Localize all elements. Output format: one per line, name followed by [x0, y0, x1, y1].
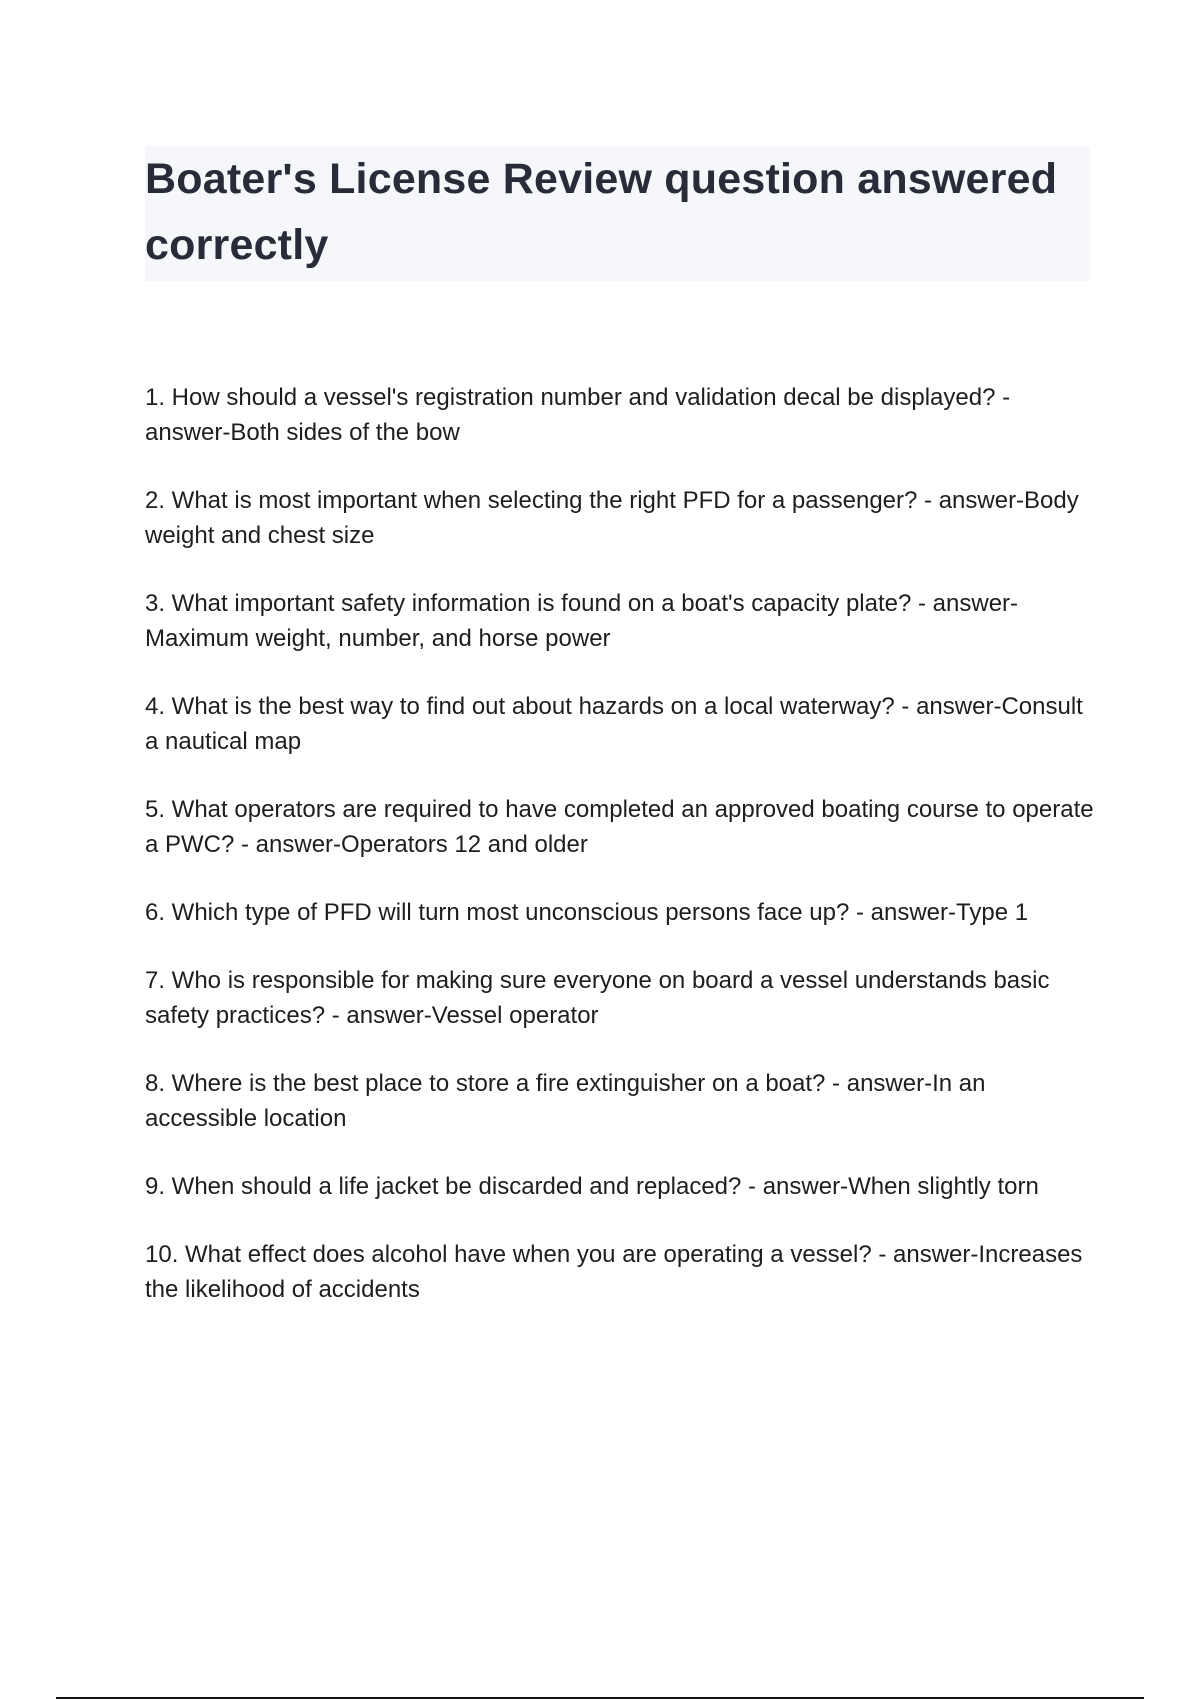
qa-item-8: 8. Where is the best place to store a fire extinguisher on a boat? - answer-In an accessible location: [145, 1070, 986, 1132]
qa-item-5: 5. What operators are required to have completed an approved boating course to operate a PWC? - answer-Operators 12 and older: [145, 796, 1094, 858]
qa-item-3: 3. What important safety information is found on a boat's capacity plate? - answer-Maximum weight, number, and horse power: [145, 590, 1019, 652]
qa-item-4: 4. What is the best way to find out about hazards on a local waterway? - answer-Consult a nautical map: [145, 693, 1083, 755]
title-block: [145, 146, 1090, 281]
qa-item-2: 2. What is most important when selecting the right PFD for a passenger? - answer-Body weight and chest size: [145, 487, 1079, 549]
document-title: Boater's License Review question answered correctly: [145, 155, 1058, 269]
qa-item-6: 6. Which type of PFD will turn most unconscious persons face up? - answer-Type 1: [145, 899, 1029, 926]
qa-list: [145, 380, 1095, 1340]
page-bottom-rule: [56, 1697, 1144, 1699]
qa-item-7: 7. Who is responsible for making sure everyone on board a vessel understands basic safety practices? - answer-Vessel operator: [145, 967, 1050, 1029]
qa-item-1: 1. How should a vessel's registration number and validation decal be displayed? - answer-Both sides of the bow: [145, 384, 1011, 446]
qa-item-10: 10. What effect does alcohol have when you are operating a vessel? - answer-Increases the likelihood of accidents: [145, 1241, 1083, 1303]
qa-item-9: 9. When should a life jacket be discarded and replaced? - answer-When slightly torn: [145, 1173, 1039, 1200]
